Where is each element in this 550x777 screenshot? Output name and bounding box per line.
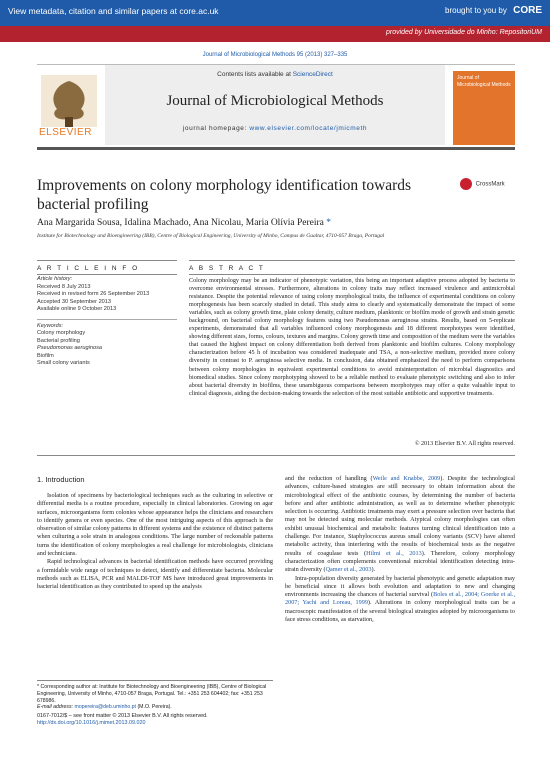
journal-homepage	[105, 125, 445, 132]
core-metadata-link[interactable]: View metadata, citation and similar papers at core.ac.uk	[8, 6, 219, 16]
citation-link[interactable]: Hilmi et al., 2013	[366, 549, 422, 557]
keyword-item: Biofilm	[37, 352, 54, 359]
corresponding-author-footnote	[37, 684, 273, 711]
contents-line	[105, 71, 445, 78]
history-label: Article history:	[37, 276, 73, 282]
divider	[37, 319, 177, 320]
email-link[interactable]: mopereira@deb.uminho.pt	[74, 704, 136, 711]
provided-by-bar[interactable]: provided by Universidade do Minho: RepositoriUM	[0, 26, 550, 42]
core-brand[interactable]	[445, 5, 542, 16]
crossmark-label: CrossMark	[475, 181, 505, 188]
email-label: E-mail address:	[37, 704, 74, 711]
left-column-text	[37, 492, 273, 592]
authors-text: Ana Margarida Sousa, Idalina Machado, Ana Nicolau, Maria Olívia Pereira	[37, 218, 324, 228]
history-item: Received in revised form 26 September 2013	[37, 291, 150, 297]
divider	[37, 455, 515, 456]
keyword-item: Pseudomonas aeruginosa	[37, 345, 102, 351]
brought-to-you-text: brought to you by	[445, 6, 507, 15]
journal-banner	[105, 65, 445, 145]
journal-reference[interactable]: Journal of Microbiological Methods 95 (2013) 327–335	[202, 52, 348, 58]
contents-prefix: Contents lists available at	[217, 71, 291, 78]
elsevier-wordmark: ELSEVIER	[39, 127, 92, 138]
article-info-heading: A R T I C L E I N F O	[37, 265, 140, 272]
affiliation: Institute for Biotechnology and Bioengineering (IBB), Centre of Biological Engineering, University of Minho, Campus de Gualtar, 4710-057 Braga, Portugal	[37, 233, 385, 239]
divider	[189, 260, 515, 261]
paragraph: Rapid technological advances in bacterial identification methods have occurred providing a formidable wide range of techniques to detect, identify and differentiate bacteria. Molecular methods such as ELISA, PCR and MALDI-TOF MS have introduced great improvements in bacterial identification as they contributed to speed up the analysis	[37, 558, 273, 591]
issn-line: 0167-7012/$ – see front matter © 2013 Elsevier B.V. All rights reserved.	[37, 713, 208, 719]
article-title: Improvements on colony morphology identification towards bacterial profiling	[37, 177, 412, 213]
copyright-notice: © 2013 Elsevier B.V. All rights reserved.	[414, 441, 515, 447]
text-run: ). Despite the technological advances, culture-based strategies are still necessary to obtain information about the microbiological effect of the antibiotic courses, by determining the number of bacteria before and after antibiotic administration, as well as to determine whether phenotypic selection is occurring. Antibiotic treatments may exert a pressure selection over bacteria that may not be detected using molecular methods. Atypical colony morphologies can often exhibit unusual biochemical and metabolic features turning clinical identification into a challenge. For instance, Staphylococcus aureus small colony variants (SCV) have altered metabolic activity, thus interfering with the results of biochemical tests as the negative results of coagulase tests (	[285, 475, 515, 557]
text-run: ). Therefore, colony morphology characterization often complements conventional microbial identification detecting intra-strain diversity (	[285, 549, 515, 574]
history-item: Accepted 30 September 2013	[37, 298, 112, 305]
doi-link[interactable]: http://dx.doi.org/10.1016/j.mimet.2013.09.020	[37, 720, 146, 726]
article-history	[37, 276, 177, 314]
journal-cover-thumbnail: Journal of Microbiological Methods	[453, 71, 515, 145]
keywords-label: Keywords:	[37, 322, 64, 329]
footnote-text: * Corresponding author at: Institute for Biotechnology and Bioengineering (IBB), Centre of Biological Engineering, University of Minho, 4710-057 Braga, Portugal. Tel.: +351 253 604402; fax: +351 253 678986.	[37, 684, 267, 704]
crossmark-button[interactable]	[460, 178, 515, 194]
issn-doi-block	[37, 713, 273, 727]
keyword-item: Colony morphology	[37, 330, 86, 336]
text-run: ).	[371, 566, 376, 574]
email-line	[37, 704, 273, 711]
text-run: and the reduction of handling (	[285, 475, 373, 482]
author-list	[37, 218, 515, 228]
text-run: ). Alterations in colony morphological traits can be a macroscopic manifestation of the several biological strategies adopted by microorganisms to face stress conditions, as starvation,	[285, 599, 515, 624]
footnote-divider	[37, 680, 273, 681]
homepage-url-link[interactable]: www.elsevier.com/locate/jmicmeth	[249, 125, 368, 132]
introduction-heading: 1. Introduction	[37, 475, 85, 484]
abstract-text: Colony morphology may be an indicator of phenotypic variation, this being an important adaptive process adopted by bacteria to overcome environmental stresses. Furthermore, alterations in colony traits may reflect increased virulence and antimicrobial resistance. Despite the potential relevance of using colony morphological traits, the influence of experimental conditions on colony morphogenesis has been scarcely studied in detail. This study aims to clearly and systematically demonstrate the impact of some variables, such as colony growth time, plate colony density, culture medium, planktonic or biofilm mode of growth and strain genetic background, on bacterial colony morphology features using two Pseudomonas aeruginosa strains. Results, based on 5-replicate experiments, demonstrated that all variables influenced colony morphogenesis and 18 different morphotypes were identified, showing different sizes, forms, colours, textures and margins. Colony growth time and composition of the medium were the variables that caused the highest impact on colony differentiation both derived from planktonic and biofilm cultures. Colony morphology characterization before 45 h of incubation was considered inadequate and TSA, a non-selective medium, provided more colony diversity in contrast to P. aeruginosa selective media. In conclusion, data obtained emphasized the need to perform comparisons between colony morphologies in equivalent experimental conditions to avoid misinterpretation of microbial diagnostics and biomedical studies. Since colony morphotyping showed to be a reliable method to evaluate phenotypic switching and also to infer about bacterial diversity in biofilms, these unambiguous comparisons between morphotypes may offer a quite valuable input to clinical diagnosis, aiding the decision-making towards the selection of the most suitable antibiotic and supportive treatments.	[189, 278, 515, 397]
homepage-prefix: journal homepage:	[182, 125, 247, 132]
right-column-text	[285, 475, 515, 624]
corresponding-author-link[interactable]: *	[326, 218, 331, 228]
history-item: Available online 9 October 2013	[37, 306, 117, 312]
keywords	[37, 323, 177, 368]
journal-header	[37, 64, 515, 150]
paragraph: Isolation of specimens by bacteriological techniques such as the culturing in selective or differential media is a routine procedure, especially in clinical laboratories. Growing on agar surfaces, microorganisms form colonies whose appearance helps the clinicians and researchers to identify genera or even species. One of the most intriguing aspects of this approach is the observation of similar colony patterns in different systems and the existence of distinct patterns when culturing a sole strain in analogous conditions. The large number of reckonable patterns turns the identification of colony morphologies a real challenge for microbiologists, clinicians and technicians.	[37, 492, 273, 558]
citation-link[interactable]: Qamer et al., 2003	[325, 566, 372, 574]
article-info-panel	[37, 276, 177, 373]
citation-link[interactable]: Boles et al., 2004; Goerke et al., 2007; Yachi and Loreau, 1999	[285, 591, 515, 607]
paragraph	[285, 575, 515, 625]
crossmark-icon	[460, 178, 472, 190]
journal-name: Journal of Microbiological Methods	[166, 93, 384, 109]
history-item: Received 8 July 2013	[37, 283, 91, 290]
keyword-item: Small colony variants	[37, 360, 90, 366]
divider	[37, 260, 177, 261]
divider	[37, 274, 177, 275]
core-top-bar	[0, 0, 550, 26]
paragraph	[285, 475, 515, 575]
text-run: Intra-population diversity generated by bacterial phenotypic and genetic adaptation may be beneficial since it allows both evolution and adaptation to new and changing environments increasing the chances of bacterial survival (	[285, 574, 515, 599]
citation-link[interactable]: Weile and Knabbe, 2009	[372, 475, 441, 482]
core-logo-text: CORE	[513, 5, 542, 16]
keyword-item: Bacterial profiling	[37, 337, 80, 344]
abstract-heading: A B S T R A C T	[189, 265, 265, 272]
sciencedirect-link[interactable]: ScienceDirect	[292, 71, 333, 78]
email-suffix: (M.O. Pereira).	[137, 704, 172, 711]
divider	[189, 274, 515, 275]
